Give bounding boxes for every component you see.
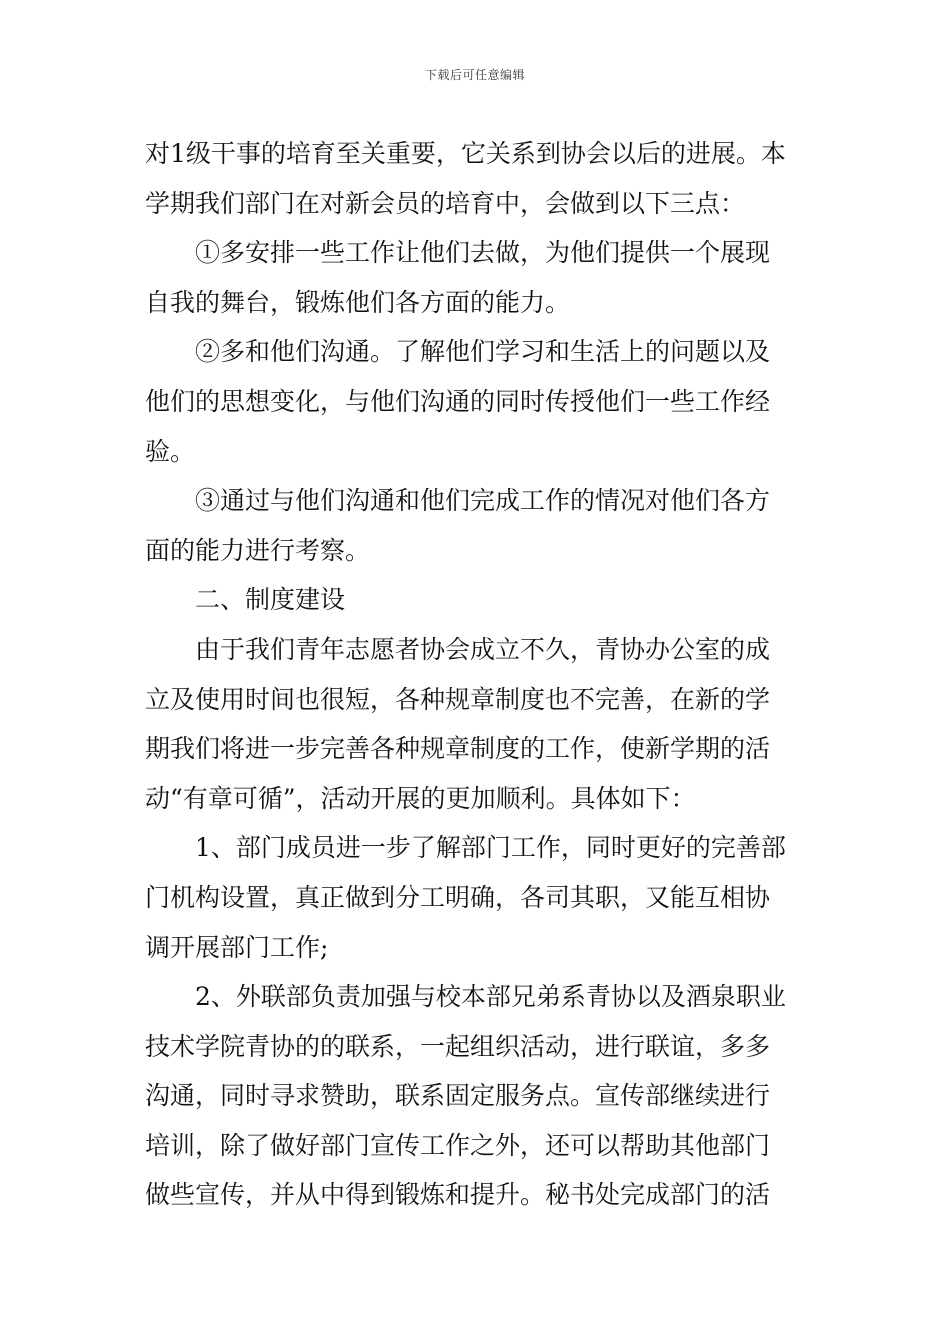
text-line: 2、外联部负责加强与校本部兄弟系青协以及酒泉职业 — [195, 982, 786, 1012]
text-line: 调开展部门工作; — [145, 932, 329, 962]
text-line: ①多安排一些工作让他们去做，为他们提供一个展现 — [195, 238, 771, 268]
section-heading: 二、制度建设 — [195, 585, 346, 615]
text-line: 验。 — [145, 436, 196, 466]
text-line: 学期我们部门在对新会员的培育中，会做到以下三点： — [145, 188, 746, 218]
text-line: 立及使用时间也很短，各种规章制度也不完善，在新的学 — [145, 684, 771, 714]
text-line: 动“有章可循”，活动开展的更加顺利。具体如下： — [145, 783, 696, 813]
text-line: 对1级干事的培育至关重要，它关系到协会以后的进展。本 — [145, 139, 786, 168]
text-line: 门机构设置，真正做到分工明确，各司其职，又能互相协 — [145, 882, 771, 912]
text-line: 沟通，同时寻求赞助，联系固定服务点。宣传部继续进行 — [145, 1081, 771, 1111]
text-line: 他们的思想变化，与他们沟通的同时传授他们一些工作经 — [145, 386, 771, 416]
text-line: 培训，除了做好部门宣传工作之外，还可以帮助其他部门 — [145, 1130, 771, 1160]
header-note: 下载后可任意编辑 — [424, 68, 525, 82]
text-line: 1、部门成员进一步了解部门工作，同时更好的完善部 — [195, 833, 786, 863]
text-line: 做些宣传，并从中得到锻炼和提升。秘书处完成部门的活 — [145, 1180, 771, 1210]
document-body — [145, 129, 805, 1220]
text-line: 期我们将进一步完善各种规章制度的工作，使新学期的活 — [145, 734, 771, 764]
text-line: 自我的舞台，锻炼他们各方面的能力。 — [145, 287, 571, 317]
text-line: 技术学院青协的的联系，一起组织活动，进行联谊，多多 — [145, 1031, 771, 1061]
text-line: ③通过与他们沟通和他们完成工作的情况对他们各方 — [195, 486, 771, 516]
text-line: ②多和他们沟通。了解他们学习和生活上的问题以及 — [195, 337, 771, 367]
text-line: 由于我们青年志愿者协会成立不久，青协办公室的成 — [195, 634, 771, 664]
text-line: 面的能力进行考察。 — [145, 535, 371, 565]
